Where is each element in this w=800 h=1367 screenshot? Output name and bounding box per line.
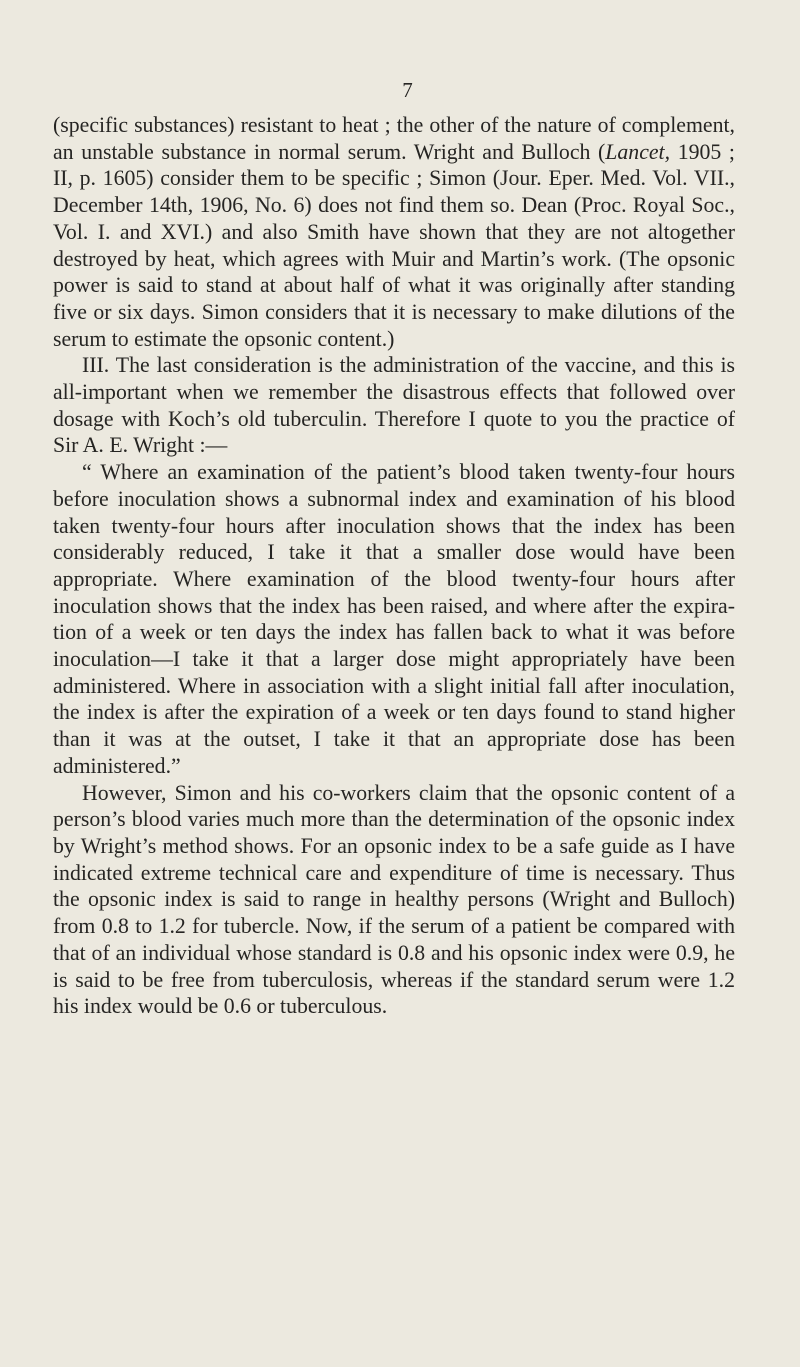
text-run: III. The last consideration is the administration of the vaccine, and this is all-important when we remember the disastrous effects that followed over dosage with Koch’s old tuberculin. Therefore I quote to you the practice of Sir A. E. Wright :— xyxy=(53,353,735,458)
text-run: “ Where an examination of the patient’s blood taken twenty-four hours before inoculation shows a subnormal index and examination of his blood taken twenty-four hours after inoculation shows that the index has been considerably reduced, I take it that a smaller dose would have been appropriate. Where examination of the blood twenty-four hours after inoculation shows that the index has been raised, and where after the expira-tion of a week or ten days the index has fallen back to what it was before inoculation—I take it that a larger dose might appropriately have been administered. Where in association with a slight initial fall after inoculation, the index is after the expiration of a week or ten days found to stand higher than it was at the outset, I take it that an appropriate dose has been administered.” xyxy=(53,460,735,778)
text-run: However, Simon and his co-workers claim that the opsonic content of a person’s blood varies much more than the determination of the opsonic index by Wright’s method shows. For an opsonic index to be a safe guide as I have indicated extreme technical care and expenditure of time is necessary. Thus the opsonic index is said to range in healthy persons (Wright and Bulloch) from 0.8 to 1.2 for tubercle. Now, if the serum of a patient be compared with that of an individual whose standard is 0.8 and his opsonic index were 0.9, he is said to be free from tuberculosis, whereas if the standard serum were 1.2 his index would be 0.6 or tuberculous. xyxy=(53,780,735,1019)
text-run: (specific substances) resistant to heat ; the other of the nature of complement, an unstable substance in normal serum. Wright and Bulloch ( xyxy=(53,113,735,164)
page-number: 7 xyxy=(402,78,413,102)
paragraph-specific-substances xyxy=(53,112,735,352)
paragraph-simon-claim xyxy=(53,780,735,1020)
paragraph-wright-quote xyxy=(53,459,735,779)
journal-citation-lancet: Lancet, xyxy=(605,139,671,164)
paragraph-administration xyxy=(53,352,735,459)
text-run: 1905 ; II, p. 1605) consider them to be specific ; Simon (Jour. Eper. Med. Vol. VII., December 14th, 1906, No. 6) does not find them so. Dean (Proc. Royal Soc., Vol. I. and XVI.) and also Smith have shown that they are not altogether destroyed by heat, which agrees with Muir and Martin’s work. (The opsonic power is said to stand at about half of what it was originally after standing five or six days. Simon considers that it is necessary to make dilutions of the serum to estimate the opsonic content.) xyxy=(53,139,735,351)
body-text xyxy=(53,112,735,1020)
